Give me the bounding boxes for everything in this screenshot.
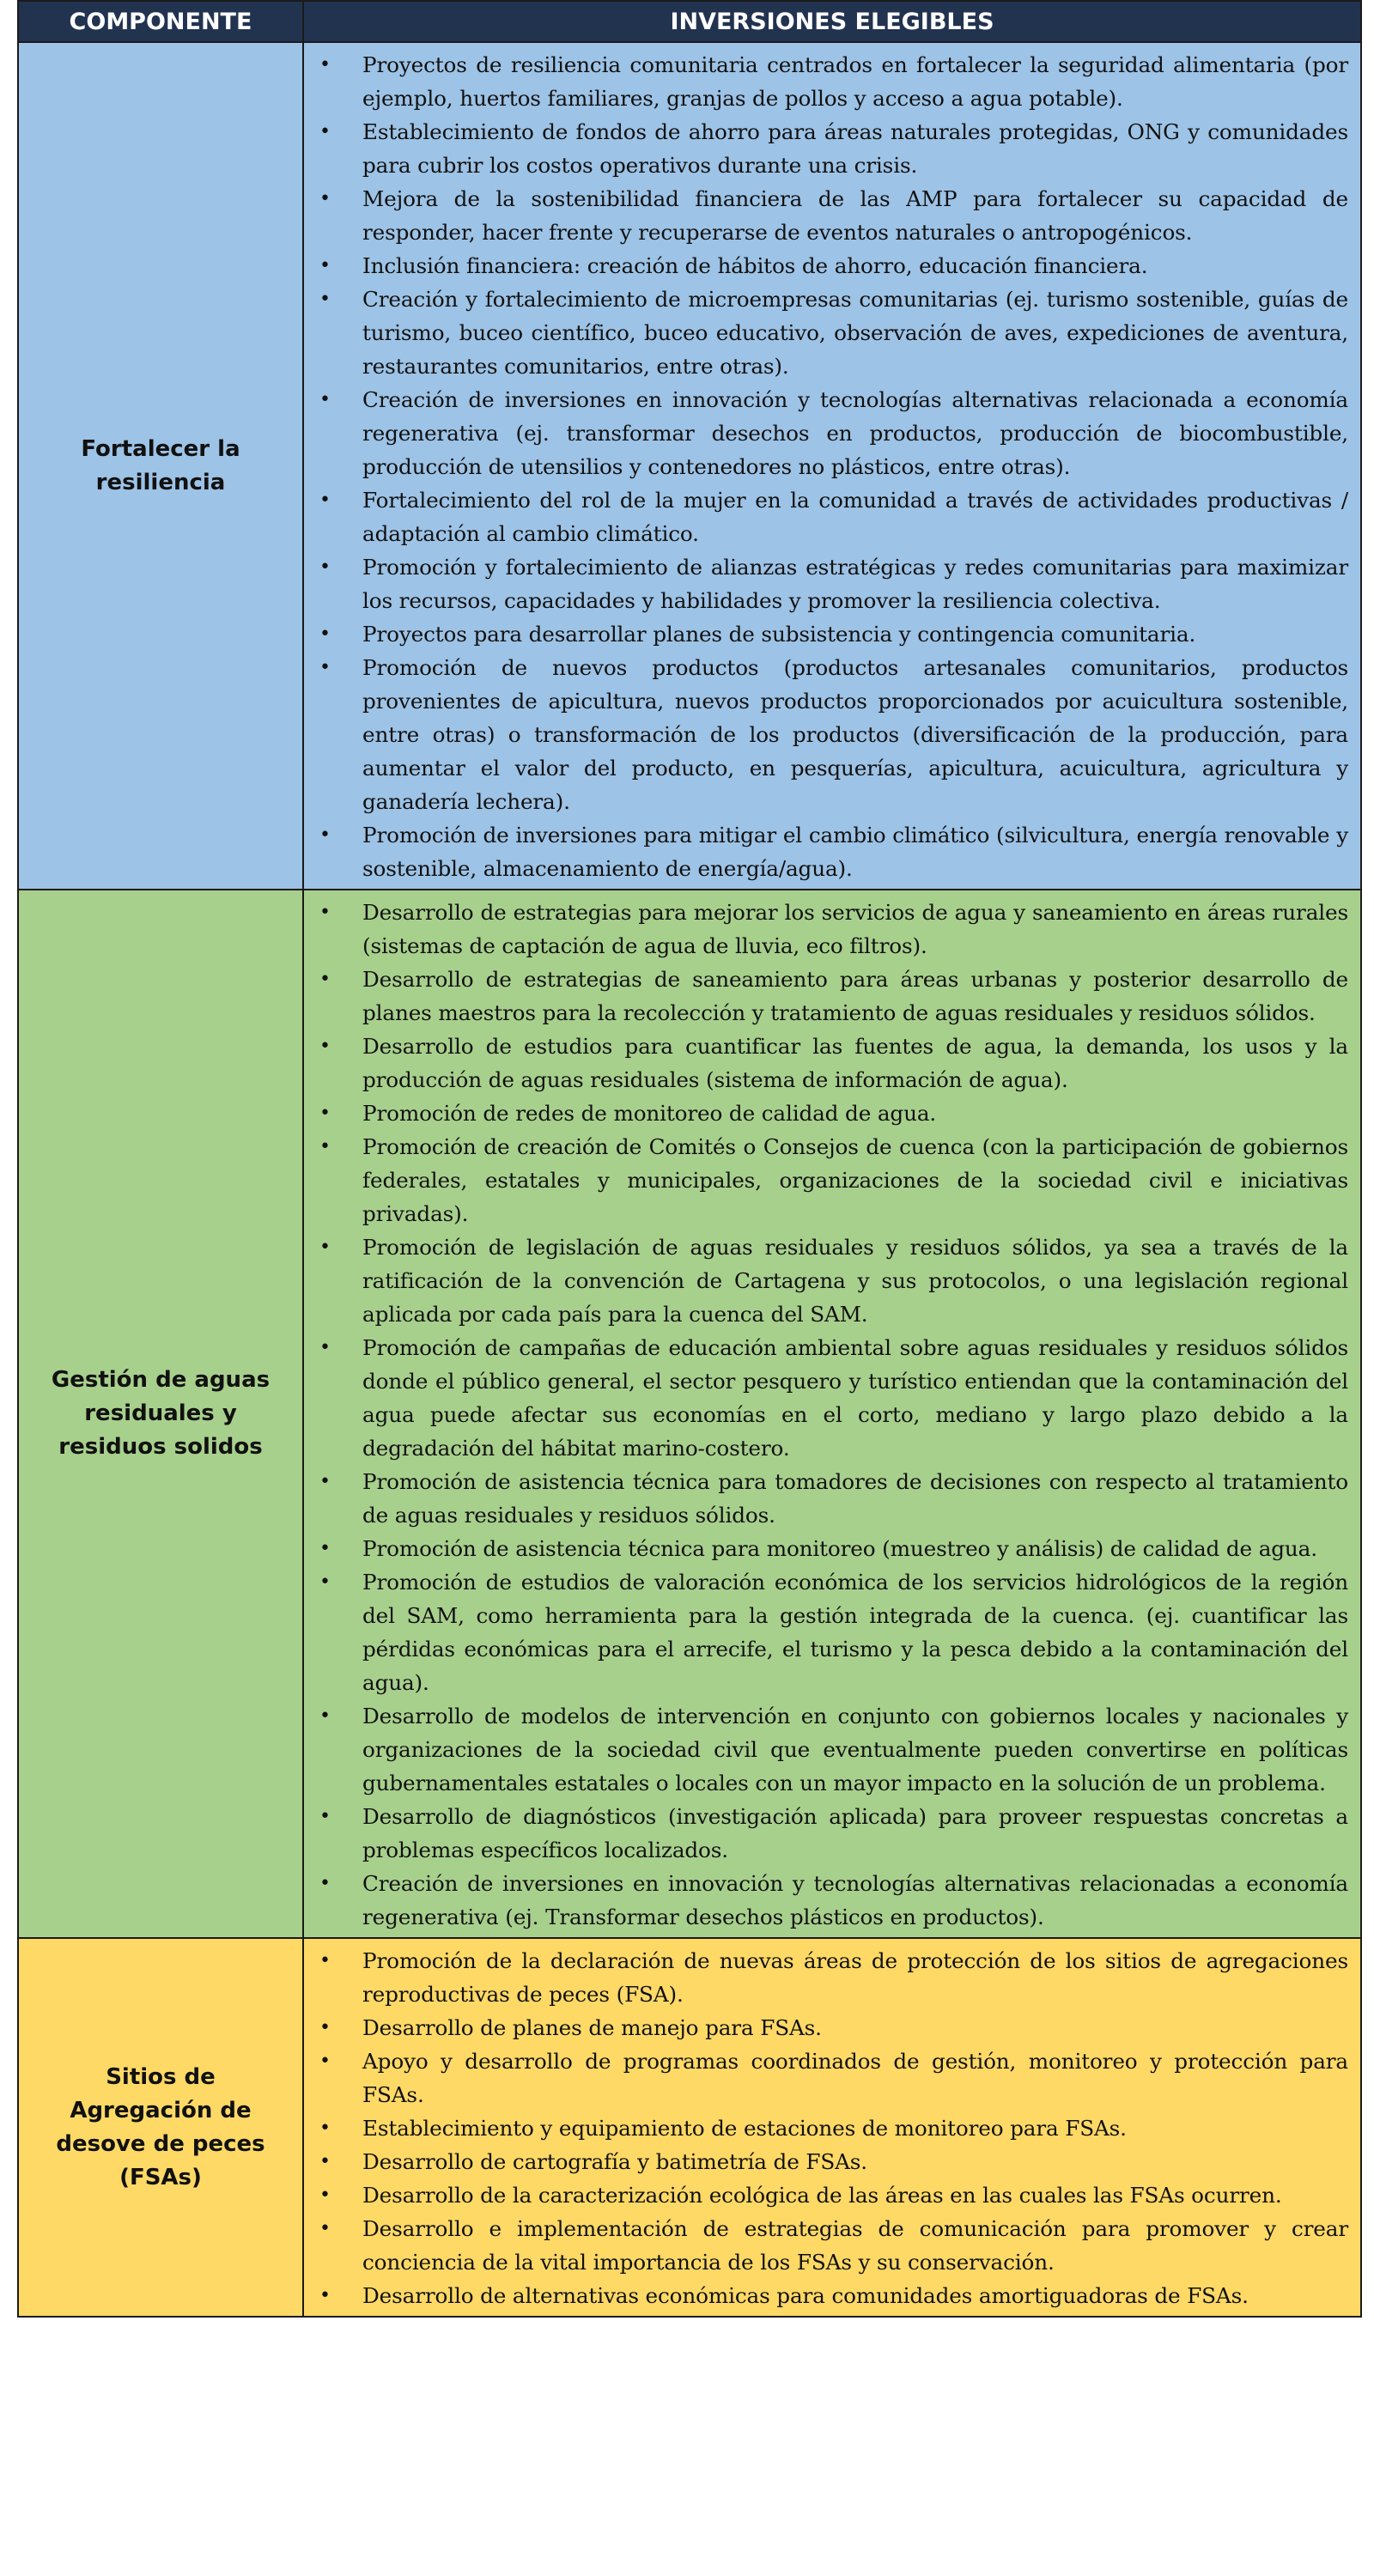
header-investments: INVERSIONES ELEGIBLES <box>303 1 1361 42</box>
list-item-text: Promoción de creación de Comités o Consejos de cuenca (con la participación de gobiernos federales, estatales y municipales, organizaciones de la sociedad civil e iniciativas privadas). <box>362 1134 1348 1226</box>
list-item-text: Inclusión financiera: creación de hábitos de ahorro, educación financiera. <box>362 253 1148 278</box>
list-item <box>304 1800 1348 1867</box>
bullet-icon: • <box>319 1103 331 1124</box>
bullet-icon: • <box>319 54 331 76</box>
list-item <box>304 249 1348 283</box>
list-item-text: Promoción de nuevos productos (productos artesanales comunitarios, productos provenientes de apicultura, nuevos productos proporcionados por acuicultura sostenible, entre otras) o transformación de los productos (diversificación de la producción, para aumentar el valor del producto, en pesquerías, apicultura, acuicultura, agricultura y ganadería lechera). <box>362 655 1348 814</box>
list-item-text: Mejora de la sostenibilidad financiera de las AMP para fortalecer su capacidad de responder, hacer frente y recuperarse de eventos naturales o antropogénicos. <box>362 186 1348 245</box>
bullet-icon: • <box>319 1950 331 1971</box>
list-item-text: Desarrollo de alternativas económicas para comunidades amortiguadoras de FSAs. <box>362 2283 1249 2308</box>
list-item <box>304 2011 1348 2044</box>
list-item-text: Desarrollo de planes de manejo para FSAs. <box>362 2015 822 2040</box>
list-item <box>304 1867 1348 1934</box>
bullet-icon: • <box>319 1806 331 1827</box>
bullet-icon: • <box>319 1136 331 1157</box>
eligible-investments-table <box>17 0 1362 2318</box>
bullet-icon: • <box>319 1538 331 1559</box>
investment-list <box>304 890 1360 1937</box>
list-item-text: Establecimiento y equipamiento de estaciones de monitoreo para FSAs. <box>362 2116 1127 2141</box>
list-item-text: Desarrollo de estrategias de saneamiento para áreas urbanas y posterior desarrollo de planes maestros para la recolección y tratamiento de aguas residuales y residuos sólidos. <box>362 967 1348 1025</box>
bullet-icon: • <box>319 1236 331 1258</box>
list-item <box>304 1532 1348 1565</box>
list-item-text: Promoción y fortalecimiento de alianzas estratégicas y redes comunitarias para maximizar los recursos, capacidades y habilidades y promover la resiliencia colectiva. <box>362 555 1348 613</box>
bullet-icon: • <box>319 969 331 990</box>
list-item <box>304 896 1348 963</box>
list-item-text: Desarrollo e implementación de estrategias de comunicación para promover y crear conciencia de la vital importancia de los FSAs y su conservación. <box>362 2216 1348 2275</box>
investment-list <box>304 43 1360 889</box>
list-item <box>304 1030 1348 1097</box>
list-item <box>304 818 1348 885</box>
bullet-icon: • <box>319 2017 331 2038</box>
list-item <box>304 617 1348 651</box>
list-item <box>304 550 1348 617</box>
bullet-icon: • <box>319 1471 331 1492</box>
bullet-icon: • <box>319 1337 331 1358</box>
bullet-icon: • <box>319 1571 331 1593</box>
list-item <box>304 115 1348 182</box>
component-cell <box>18 890 303 1938</box>
bullet-icon: • <box>319 188 331 210</box>
component-label: Fortalecer la resiliencia <box>81 435 240 495</box>
list-item-text: Promoción de redes de monitoreo de calidad de agua. <box>362 1101 937 1126</box>
list-item <box>304 1130 1348 1230</box>
bullet-icon: • <box>319 556 331 578</box>
list-item-text: Promoción de inversiones para mitigar el cambio climático (silvicultura, energía renovable y sostenible, almacenamiento de energía/agua). <box>362 823 1348 881</box>
bullet-icon: • <box>319 489 331 511</box>
bullet-icon: • <box>319 2285 331 2306</box>
bullet-icon: • <box>319 2117 331 2139</box>
list-item-text: Desarrollo de diagnósticos (investigación aplicada) para proveer respuestas concretas a problemas específicos localizados. <box>362 1804 1348 1862</box>
component-label: Gestión de aguas residuales y residuos solidos <box>51 1367 271 1460</box>
list-item-text: Desarrollo de modelos de intervención en conjunto con gobiernos locales y nacionales y organizaciones de la sociedad civil que eventualmente pueden convertirse en políticas gubernamentales estatales o locales con un mayor impacto en la solución de un problema. <box>362 1704 1348 1795</box>
list-item <box>304 963 1348 1030</box>
table-row <box>18 42 1361 890</box>
table-row <box>18 890 1361 1938</box>
list-item-text: Creación de inversiones en innovación y tecnologías alternativas relacionadas a economía regenerativa (ej. Transformar desechos plásticos en productos). <box>362 1871 1348 1929</box>
list-item-text: Desarrollo de estudios para cuantificar las fuentes de agua, la demanda, los usos y la producción de aguas residuales (sistema de información de agua). <box>362 1034 1348 1092</box>
investments-cell <box>303 1938 1361 2317</box>
table-body <box>18 42 1361 2317</box>
list-item <box>304 1699 1348 1800</box>
document-page <box>17 0 1362 2318</box>
table-row <box>18 1938 1361 2317</box>
list-item-text: Creación de inversiones en innovación y tecnologías alternativas relacionada a economía regenerativa (ej. transformar desechos en productos, producción de biocombustible, producción de utensilios y contenedores no plásticos, entre otras). <box>362 387 1348 479</box>
list-item <box>304 283 1348 383</box>
list-item <box>304 1565 1348 1699</box>
list-item <box>304 2111 1348 2145</box>
list-item-text: Desarrollo de cartografía y batimetría de FSAs. <box>362 2149 868 2174</box>
bullet-icon: • <box>319 1705 331 1727</box>
list-item <box>304 1097 1348 1130</box>
list-item <box>304 1331 1348 1465</box>
bullet-icon: • <box>319 289 331 310</box>
bullet-icon: • <box>319 255 331 276</box>
table-header-row <box>18 1 1361 42</box>
list-item-text: Apoyo y desarrollo de programas coordinados de gestión, monitoreo y protección para FSAs. <box>362 2049 1348 2107</box>
investments-cell <box>303 42 1361 890</box>
list-item <box>304 1944 1348 2011</box>
bullet-icon: • <box>319 2050 331 2072</box>
list-item-text: Creación y fortalecimiento de microempresas comunitarias (ej. turismo sostenible, guías de turismo, buceo científico, buceo educativo, observación de aves, expediciones de aventura, restaurantes comunitarios, entre otras). <box>362 287 1348 379</box>
component-label: Sitios de Agregación de desove de peces (FSAs) <box>56 2063 265 2190</box>
list-item <box>304 651 1348 818</box>
list-item <box>304 383 1348 483</box>
list-item <box>304 1465 1348 1532</box>
list-item <box>304 2145 1348 2178</box>
list-item-text: Establecimiento de fondos de ahorro para áreas naturales protegidas, ONG y comunidades para cubrir los costos operativos durante una crisis. <box>362 119 1348 178</box>
bullet-icon: • <box>319 2184 331 2206</box>
list-item <box>304 48 1348 115</box>
bullet-icon: • <box>319 389 331 410</box>
bullet-icon: • <box>319 2151 331 2172</box>
bullet-icon: • <box>319 1873 331 1894</box>
list-item <box>304 483 1348 550</box>
list-item-text: Proyectos para desarrollar planes de subsistencia y contingencia comunitaria. <box>362 622 1196 647</box>
list-item <box>304 2279 1348 2312</box>
bullet-icon: • <box>319 824 331 846</box>
investment-list <box>304 1939 1360 2316</box>
list-item-text: Proyectos de resiliencia comunitaria centrados en fortalecer la seguridad alimentaria (por ejemplo, huertos familiares, granjas de pollos y acceso a agua potable). <box>362 52 1348 111</box>
list-item-text: Promoción de estudios de valoración económica de los servicios hidrológicos de la región del SAM, como herramienta para la gestión integrada de la cuenca. (ej. cuantificar las pérdidas económicas para el arrecife, el turismo y la pesca debido a la contaminación del agua). <box>362 1570 1348 1695</box>
list-item <box>304 182 1348 249</box>
investments-cell <box>303 890 1361 1938</box>
bullet-icon: • <box>319 1036 331 1057</box>
bullet-icon: • <box>319 2218 331 2239</box>
list-item-text: Promoción de asistencia técnica para tomadores de decisiones con respecto al tratamiento de aguas residuales y residuos sólidos. <box>362 1469 1348 1528</box>
list-item-text: Promoción de la declaración de nuevas áreas de protección de los sitios de agregaciones reproductivas de peces (FSA). <box>362 1948 1348 2007</box>
list-item <box>304 1230 1348 1331</box>
list-item <box>304 2212 1348 2279</box>
list-item-text: Promoción de asistencia técnica para monitoreo (muestreo y análisis) de calidad de agua. <box>362 1536 1317 1561</box>
component-cell <box>18 42 303 890</box>
list-item-text: Desarrollo de la caracterización ecológica de las áreas en las cuales las FSAs ocurren. <box>362 2183 1282 2208</box>
list-item-text: Fortalecimiento del rol de la mujer en la comunidad a través de actividades productivas / adaptación al cambio climático. <box>362 488 1348 546</box>
list-item <box>304 2044 1348 2111</box>
bullet-icon: • <box>319 902 331 923</box>
bullet-icon: • <box>319 121 331 143</box>
header-component: COMPONENTE <box>18 1 303 42</box>
list-item-text: Promoción de legislación de aguas residuales y residuos sólidos, ya sea a través de la ratificación de la convención de Cartagena y sus protocolos, o una legislación regional aplicada por cada país para la cuenca del SAM. <box>362 1235 1348 1327</box>
bullet-icon: • <box>319 657 331 678</box>
bullet-icon: • <box>319 623 331 645</box>
list-item-text: Desarrollo de estrategias para mejorar los servicios de agua y saneamiento en áreas rurales (sistemas de captación de agua de lluvia, eco filtros). <box>362 900 1348 958</box>
list-item <box>304 2178 1348 2212</box>
list-item-text: Promoción de campañas de educación ambiental sobre aguas residuales y residuos sólidos donde el público general, el sector pesquero y turístico entiendan que la contaminación del agua puede afectar sus economías en el corto, mediano y largo plazo debido a la degradación del hábitat marino-costero. <box>362 1335 1348 1461</box>
component-cell <box>18 1938 303 2317</box>
